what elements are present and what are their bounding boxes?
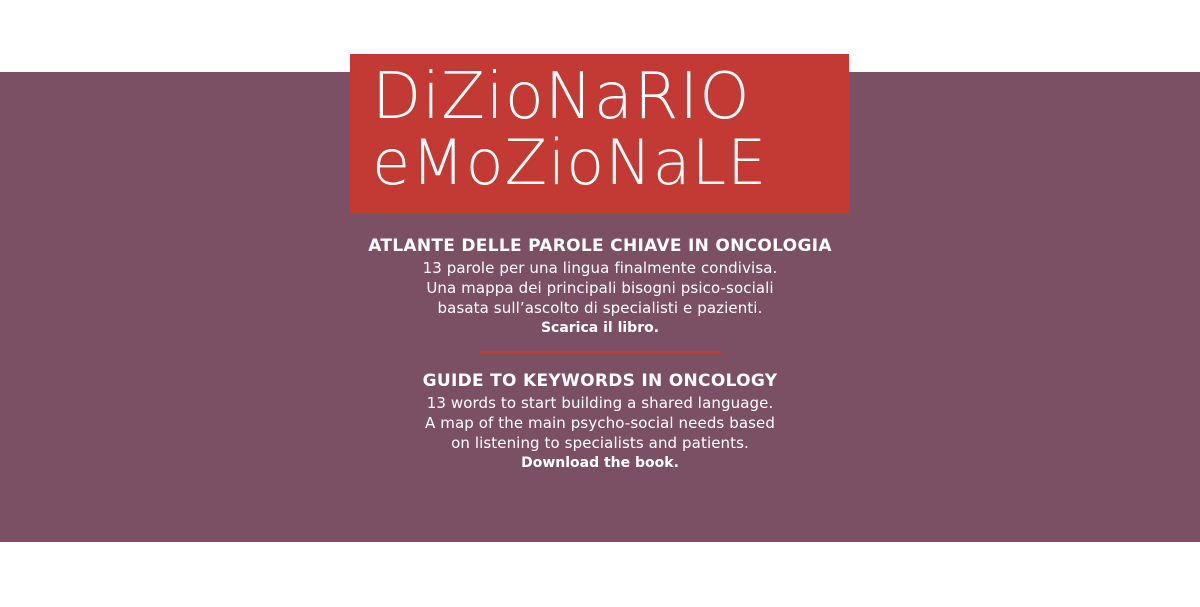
logo-line-1: DiZioNaRIO (372, 60, 751, 134)
english-line-1: 13 words to start building a shared language. (426, 394, 774, 412)
italian-heading: ATLANTE DELLE PAROLE CHIAVE IN ONCOLOGIA (368, 236, 832, 256)
english-line-3: on listening to specialists and patients. (451, 434, 749, 452)
english-line-2: A map of the main psycho-social needs based (425, 414, 775, 432)
logo-line-2: eMoZioNaLE (372, 126, 768, 199)
italian-line-1: 13 parole per una lingua finalmente condivisa. (422, 259, 778, 277)
english-heading: GUIDE TO KEYWORDS IN ONCOLOGY (422, 371, 778, 391)
divider (479, 351, 721, 354)
english-section (300, 369, 900, 473)
logo (350, 54, 849, 214)
content (300, 234, 900, 473)
download-link-english[interactable]: Download the book. (521, 455, 679, 471)
italian-section (300, 234, 900, 338)
italian-line-3: basata sull’ascolto di specialisti e pazienti. (437, 299, 763, 317)
download-link-italian[interactable]: Scarica il libro. (540, 320, 660, 336)
italian-line-2: Una mappa dei principali bisogni psico-sociali (426, 279, 774, 297)
